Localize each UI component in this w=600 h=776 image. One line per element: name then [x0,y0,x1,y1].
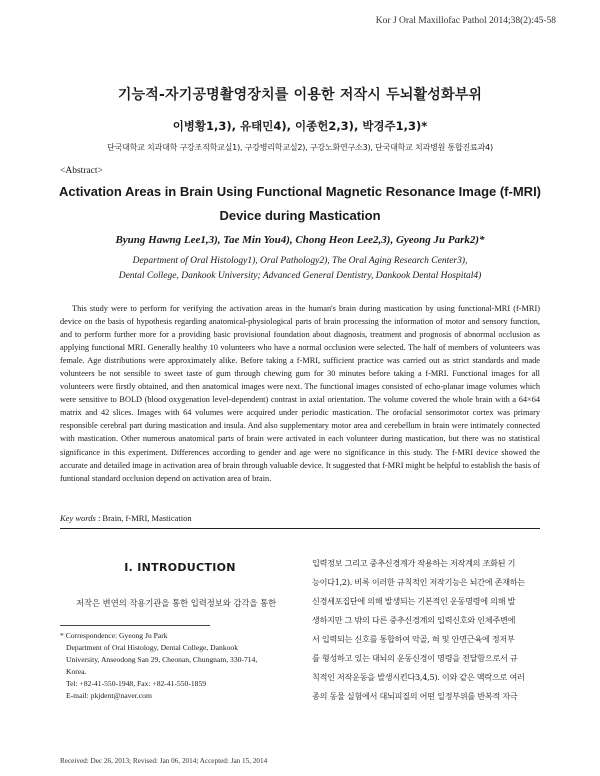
abstract-label: <Abstract> [60,166,103,176]
footnote-line: * Correspondence: Gyeong Ju Park [60,631,168,640]
intro-right-column [312,554,544,706]
body-line: 능이다1,2). 비록 이러한 규칙적인 저작기능은 뇌간에 존재하는 [312,576,525,587]
keywords-label: Key words [60,513,96,523]
korean-affiliation: 단국대학교 치과대학 구강조직학교실1), 구강병리학교실2), 구강노화연구소3), 단국대학교 치과병원 통합진료과4) [107,143,493,152]
body-line: 칙적인 저작운동을 발생시킨다3,4,5). 이와 같은 맥락으로 여러 [312,671,525,682]
correspondence-footnote [60,630,300,701]
received-dates: Received: Dec 26, 2013; Revised: Jan 06, 2014; Accepted: Jan 15, 2014 [60,757,268,765]
keywords-value: : Brain, f-MRI, Mastication [97,513,192,523]
footnote-email: E-mail: pkjdent@naver.com [66,690,152,700]
footnote-line: University, Anseodong San 29, Cheonan, Chungnam, 330-714, [66,654,258,664]
intro-first-line: 저작은 변연의 작용기관을 통한 입력정보와 감각을 통한 [76,598,277,608]
abstract-body: This study were to perform for verifying the activation areas in the human's brain during mastication by using functional-MRI (f-MRI) device on the basis of hypothesis regarding anatomical-physiological parts of brain processing the information of motor and sensory function, and to perform further more for a providing basic provisional foundation about diagnosis, treatment and prognosis of abnormal occlusion as applying functional MRI. Generally healthy 10 volunteers who have a normal occlusion were selected. The half of members of volunteers was female. Age distributions were approximately alike. Before taking a f-MRI, sufficient practice was carried out as strict standards and made volunteers be not sensible to sweet taste of gum through chewing gum for 30 minutes before taking a f-MRI. Functional images for all volunteers were firstly obtained, and then anatomical images were next. The functional images consisted of echo-planar image volumes which were sensitive to BOLD (blood oxygenation level-dependent) contrast in axial orientation. The volume covered the whole brain with a 64×64 matrix and 42 slices. Images with 64 volumes were acquired under periodic mastication. The orofacial sensorimotor cortex was primary responsible cerebral part during mastication and insula. And also supplementary motor area and cerebellum in brain were intimately connected with mastication. Other numerous anatomical parts of brain were activated in each volunteer during mastication, but there was no statistical significance in this experiment. Differences according to gender and age were no significance in this study. The f-MRI device showed the accurate and detailed image in activation area of brain through valuable device. It suggested that f-MRI might be helpful to establish the basis of funtional standard occlusion depend on activation area of brain. [60,304,540,483]
korean-authors: 이병황1,3), 유태민4), 이종헌2,3), 박경주1,3)* [172,119,428,133]
english-affiliation-line-1: Department of Oral Histology1), Oral Pathology2), The Oral Aging Research Center3), [132,256,468,266]
english-title-line-1: Activation Areas in Brain Using Functional Magnetic Resonance Image (f-MRI) [58,184,542,199]
english-authors: Byung Hawng Lee1,3), Tae Min You4), Chong Heon Lee2,3), Gyeong Ju Park2)* [115,234,485,246]
footnote-line: Department of Oral Histology, Dental College, Dankook [66,642,239,652]
footnote-line: Korea. [66,666,87,676]
body-line: 신경세포집단에 의해 발생되는 기본적인 운동명령에 의해 발 [312,595,516,606]
body-line: 종의 동물 실험에서 대뇌피질의 어떤 일정부위를 반복적 자극 [312,690,518,701]
body-line: 생하지만 그 밖의 다른 중추신경계의 입력신호와 인체주변에 [312,614,516,625]
keywords [60,513,192,523]
english-title [0,180,600,228]
english-affiliation [0,254,600,284]
footnote-line: Tel: +82-41-550-1948, Fax: +82-41-550-1859 [66,678,207,688]
keywords-divider [60,528,540,529]
body-line: 를 형성하고 있는 대뇌의 운동신경이 명령을 전달함으로서 규 [312,652,518,663]
body-line: 입력정보 그리고 중추신경계가 작용하는 저작계의 조화된 기 [312,558,516,568]
english-title-line-2: Device during Mastication [219,208,381,223]
english-affiliation-line-2: Dental College, Dankook University; Advanced General Dentistry, Dankook Dental Hospital4) [118,271,482,281]
footnote-divider [60,625,210,626]
body-line: 서 입력되는 신호를 통합하여 악골, 혀 및 안면근육에 정저부 [312,633,515,644]
section-heading-introduction: Ⅰ. INTRODUCTION [124,561,236,574]
korean-title: 기능적-자기공명촬영장치를 이용한 저작시 두뇌활성화부위 [117,87,483,103]
journal-header: Kor J Oral Maxillofac Pathol 2014;38(2):45-58 [375,16,556,26]
